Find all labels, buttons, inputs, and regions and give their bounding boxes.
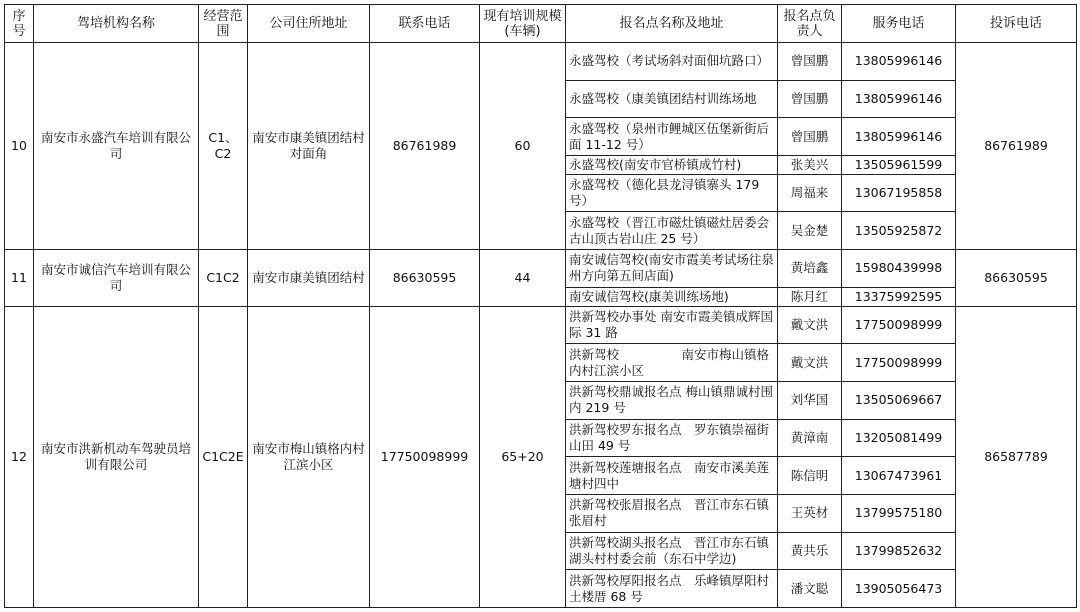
header-phone: 联系电话: [370, 5, 480, 43]
signup-site-cell: 永盛驾校（考试场斜对面佃坑路口）: [566, 43, 778, 81]
complaint-tel-cell: 86630595: [956, 250, 1077, 306]
signup-site-cell: 永盛驾校(南安市官桥镇成竹村): [566, 155, 778, 174]
signup-site-cell: 永盛驾校（泉州市鲤城区伍堡新街后面 11-12 号）: [566, 118, 778, 156]
header-row: [5, 5, 1077, 43]
signup-site-cell: 洪新驾校 南安市梅山镇格内村江滨小区: [566, 344, 778, 382]
service-tel-cell: 15980439998: [842, 250, 956, 288]
seq-cell: 10: [5, 43, 34, 250]
signup-site-cell: 洪新驾校罗东报名点 罗东镇崇福街山田 49 号: [566, 419, 778, 457]
header-complaint-tel: 投诉电话: [956, 5, 1077, 43]
scope-cell: C1、C2: [199, 43, 248, 250]
signup-site-cell: 南安诚信驾校(康美训练场地): [566, 287, 778, 306]
scope-cell: C1C2E: [199, 306, 248, 607]
table-row: [5, 250, 1077, 288]
header-person: 报名点负责人: [778, 5, 842, 43]
driving-school-table: [4, 4, 1077, 608]
scale-cell: 65+20: [480, 306, 566, 607]
seq-cell: 12: [5, 306, 34, 607]
person-cell: 陈信明: [778, 457, 842, 495]
service-tel-cell: 13799852632: [842, 532, 956, 570]
org-name-cell: 南安市永盛汽车培训有限公司: [34, 43, 199, 250]
person-cell: 王英材: [778, 494, 842, 532]
signup-site-cell: 洪新驾校张眉报名点 晋江市东石镇张眉村: [566, 494, 778, 532]
service-tel-cell: 17750098999: [842, 306, 956, 344]
person-cell: 刘华国: [778, 381, 842, 419]
person-cell: 曾国鹏: [778, 118, 842, 156]
seq-cell: 11: [5, 250, 34, 306]
service-tel-cell: 13505069667: [842, 381, 956, 419]
scale-cell: 60: [480, 43, 566, 250]
phone-cell: 86630595: [370, 250, 480, 306]
address-cell: 南安市康美镇团结村对面角: [248, 43, 370, 250]
scope-cell: C1C2: [199, 250, 248, 306]
complaint-tel-cell: 86761989: [956, 43, 1077, 250]
person-cell: 曾国鹏: [778, 43, 842, 81]
header-scale: 现有培训规模(车辆): [480, 5, 566, 43]
service-tel-cell: 13067473961: [842, 457, 956, 495]
service-tel-cell: 13905056473: [842, 570, 956, 608]
person-cell: 吴金楚: [778, 212, 842, 250]
table-row: [5, 43, 1077, 81]
signup-site-cell: 洪新驾校湖头报名点 晋江市东石镇湖头村村委会前（东石中学边): [566, 532, 778, 570]
person-cell: 张美兴: [778, 155, 842, 174]
signup-site-cell: 永盛驾校（康美镇团结村训练场地: [566, 80, 778, 118]
person-cell: 黄漳南: [778, 419, 842, 457]
signup-site-cell: 洪新驾校莲塘报名点 南安市溪美莲塘村四中: [566, 457, 778, 495]
signup-site-cell: 洪新驾校厚阳报名点 乐峰镇厚阳村土楼厝 68 号: [566, 570, 778, 608]
address-cell: 南安市梅山镇格内村江滨小区: [248, 306, 370, 607]
service-tel-cell: 13799575180: [842, 494, 956, 532]
signup-site-cell: 洪新驾校办事处 南安市霞美镇成辉国际 31 路: [566, 306, 778, 344]
org-name-cell: 南安市诚信汽车培训有限公司: [34, 250, 199, 306]
person-cell: 周福来: [778, 174, 842, 212]
service-tel-cell: 13205081499: [842, 419, 956, 457]
table-row: [5, 306, 1077, 344]
service-tel-cell: 13805996146: [842, 80, 956, 118]
person-cell: 黄培鑫: [778, 250, 842, 288]
person-cell: 戴文洪: [778, 306, 842, 344]
address-cell: 南安市康美镇团结村: [248, 250, 370, 306]
signup-site-cell: 洪新驾校鼎诚报名点 梅山镇鼎诚村围内 219 号: [566, 381, 778, 419]
service-tel-cell: 13805996146: [842, 43, 956, 81]
header-service-tel: 服务电话: [842, 5, 956, 43]
signup-site-cell: 永盛驾校（德化县龙浔镇寨头 179 号）: [566, 174, 778, 212]
person-cell: 陈月红: [778, 287, 842, 306]
service-tel-cell: 13375992595: [842, 287, 956, 306]
service-tel-cell: 13067195858: [842, 174, 956, 212]
service-tel-cell: 13805996146: [842, 118, 956, 156]
phone-cell: 86761989: [370, 43, 480, 250]
service-tel-cell: 13505961599: [842, 155, 956, 174]
person-cell: 戴文洪: [778, 344, 842, 382]
service-tel-cell: 13505925872: [842, 212, 956, 250]
complaint-tel-cell: 86587789: [956, 306, 1077, 607]
scale-cell: 44: [480, 250, 566, 306]
service-tel-cell: 17750098999: [842, 344, 956, 382]
person-cell: 黄共乐: [778, 532, 842, 570]
org-name-cell: 南安市洪新机动车驾驶员培训有限公司: [34, 306, 199, 607]
header-seq: 序号: [5, 5, 34, 43]
person-cell: 潘文聪: [778, 570, 842, 608]
header-signup-site: 报名点名称及地址: [566, 5, 778, 43]
signup-site-cell: 南安诚信驾校(南安市霞美考试场往泉州方向第五间店面): [566, 250, 778, 288]
signup-site-cell: 永盛驾校（晋江市磁灶镇磁灶居委会古山顶古岩山庄 25 号）: [566, 212, 778, 250]
header-address: 公司住所地址: [248, 5, 370, 43]
header-scope: 经营范围: [199, 5, 248, 43]
header-org-name: 驾培机构名称: [34, 5, 199, 43]
person-cell: 曾国鹏: [778, 80, 842, 118]
phone-cell: 17750098999: [370, 306, 480, 607]
